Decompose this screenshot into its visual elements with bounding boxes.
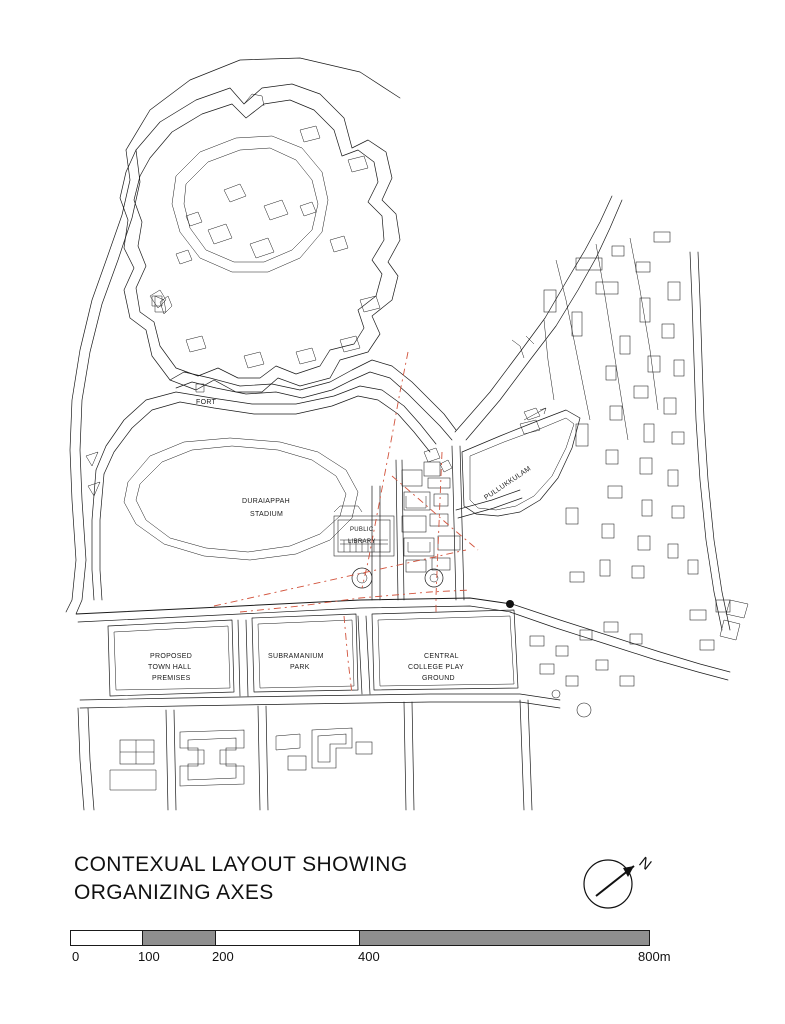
- east-urban-fabric: [512, 232, 748, 717]
- scale-seg-2: [143, 931, 215, 945]
- scale-tick-labels: [70, 949, 680, 969]
- road-network: [66, 58, 730, 810]
- south-buildings: [110, 728, 372, 790]
- label-townhall-line1: PROPOSED: [150, 653, 193, 660]
- label-library-line1: PUBLIC: [350, 527, 374, 533]
- label-library-line2: LIBRARY: [348, 539, 376, 545]
- scale-seg-3: [216, 931, 361, 945]
- scale-tick-100: 100: [138, 949, 160, 964]
- label-stadium-line1: DURAIAPPAH: [242, 498, 290, 505]
- label-playground-line3: GROUND: [422, 675, 455, 682]
- scale-tick-800: 800m: [638, 949, 671, 964]
- compass-icon: [570, 846, 670, 924]
- compass-north-label: N: [635, 853, 655, 874]
- scale-seg-4: [360, 931, 649, 945]
- label-playground-line2: COLLEGE PLAY: [408, 664, 464, 671]
- fort-complex: [86, 84, 456, 600]
- scale-seg-1: [71, 931, 143, 945]
- label-fort: FORT: [196, 399, 217, 406]
- label-park-line1: SUBRAMANIUM: [268, 653, 324, 660]
- organizing-axes: [214, 352, 478, 694]
- scale-bar-segments: [70, 930, 650, 946]
- label-stadium-line2: STADIUM: [250, 511, 284, 518]
- title-line-1: CONTEXUAL LAYOUT SHOWING: [74, 853, 408, 876]
- label-playground-line1: CENTRAL: [424, 653, 459, 660]
- label-townhall-line3: PREMISES: [152, 675, 191, 682]
- scale-tick-0: 0: [72, 949, 80, 964]
- title-line-2: ORGANIZING AXES: [74, 881, 274, 904]
- label-townhall-line2: TOWN HALL: [148, 664, 192, 671]
- label-pullukkulam: PULLUKKULAM: [483, 465, 533, 502]
- north-arrow: [570, 846, 670, 924]
- label-park-line2: PARK: [290, 664, 310, 671]
- scale-bar: [70, 930, 718, 976]
- scale-tick-200: 200: [212, 949, 234, 964]
- scale-tick-400: 400: [358, 949, 380, 964]
